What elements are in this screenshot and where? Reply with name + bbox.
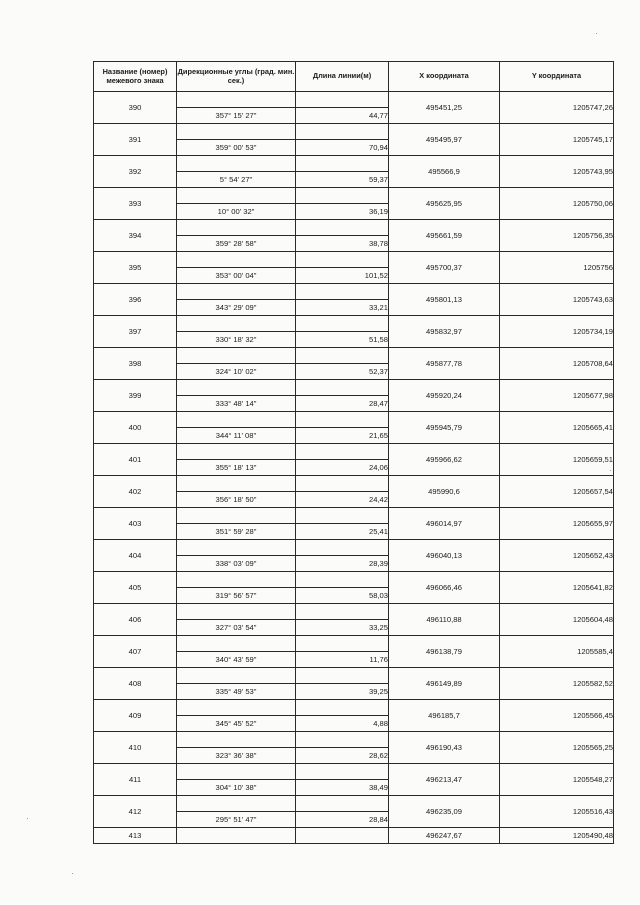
boundary-coordinates-table xyxy=(93,61,614,844)
point-name-cell: 404 xyxy=(94,540,177,572)
scan-speck xyxy=(596,33,597,34)
table-row xyxy=(94,828,614,844)
empty-cell xyxy=(177,732,296,748)
direction-angle-cell: 340° 43' 59" xyxy=(177,652,296,668)
line-length-cell: 101,52 xyxy=(296,268,389,284)
direction-angle-cell: 344° 11' 08" xyxy=(177,428,296,444)
y-coordinate-cell: 1205565,25 xyxy=(500,732,614,764)
x-coordinate-cell: 495700,37 xyxy=(389,252,500,284)
header-direction-angle: Дирекционные углы (град. мин. сек.) xyxy=(177,62,296,92)
line-length-cell: 25,41 xyxy=(296,524,389,540)
empty-cell xyxy=(296,188,389,204)
y-coordinate-cell: 1205582,52 xyxy=(500,668,614,700)
point-name-cell: 397 xyxy=(94,316,177,348)
point-name-cell: 396 xyxy=(94,284,177,316)
empty-cell xyxy=(177,668,296,684)
empty-cell xyxy=(296,668,389,684)
y-coordinate-cell: 1205734,19 xyxy=(500,316,614,348)
y-coordinate-cell: 1205659,51 xyxy=(500,444,614,476)
empty-cell xyxy=(177,348,296,364)
table-row xyxy=(94,348,614,364)
line-length-cell: 44,77 xyxy=(296,108,389,124)
table-row xyxy=(94,732,614,748)
table-row xyxy=(94,668,614,684)
x-coordinate-cell: 495495,97 xyxy=(389,124,500,156)
empty-cell xyxy=(296,348,389,364)
x-coordinate-cell: 496190,43 xyxy=(389,732,500,764)
direction-angle-cell: 319° 56' 57" xyxy=(177,588,296,604)
empty-cell xyxy=(296,444,389,460)
direction-angle-cell: 359° 00' 53" xyxy=(177,140,296,156)
direction-angle-cell: 333° 48' 14" xyxy=(177,396,296,412)
line-length-cell: 51,58 xyxy=(296,332,389,348)
direction-angle-cell: 351° 59' 28" xyxy=(177,524,296,540)
direction-angle-cell: 324° 10' 02" xyxy=(177,364,296,380)
table-row xyxy=(94,220,614,236)
empty-cell xyxy=(177,508,296,524)
y-coordinate-cell: 1205652,43 xyxy=(500,540,614,572)
direction-angle-cell: 355° 18' 13" xyxy=(177,460,296,476)
empty-cell xyxy=(296,284,389,300)
y-coordinate-cell: 1205747,26 xyxy=(500,92,614,124)
empty-cell xyxy=(177,156,296,172)
direction-angle-cell: 10° 00' 32" xyxy=(177,204,296,220)
table-row xyxy=(94,604,614,620)
x-coordinate-cell: 496149,89 xyxy=(389,668,500,700)
point-name-cell: 403 xyxy=(94,508,177,540)
x-coordinate-cell: 496066,46 xyxy=(389,572,500,604)
scan-speck xyxy=(72,873,73,874)
table-header-row xyxy=(94,62,614,92)
empty-cell xyxy=(296,828,389,844)
point-name-cell: 401 xyxy=(94,444,177,476)
point-name-cell: 409 xyxy=(94,700,177,732)
table-row xyxy=(94,572,614,588)
table-row xyxy=(94,156,614,172)
direction-angle-cell: 330° 18' 32" xyxy=(177,332,296,348)
empty-cell xyxy=(177,444,296,460)
empty-cell xyxy=(177,316,296,332)
line-length-cell: 4,88 xyxy=(296,716,389,732)
line-length-cell: 28,39 xyxy=(296,556,389,572)
x-coordinate-cell: 496138,79 xyxy=(389,636,500,668)
y-coordinate-cell: 1205585,4 xyxy=(500,636,614,668)
empty-cell xyxy=(177,636,296,652)
empty-cell xyxy=(296,252,389,268)
y-coordinate-cell: 1205756 xyxy=(500,252,614,284)
point-name-cell: 394 xyxy=(94,220,177,252)
x-coordinate-cell: 495625,95 xyxy=(389,188,500,220)
empty-cell xyxy=(296,636,389,652)
empty-cell xyxy=(177,124,296,140)
y-coordinate-cell: 1205548,27 xyxy=(500,764,614,796)
table-row xyxy=(94,636,614,652)
empty-cell xyxy=(296,572,389,588)
direction-angle-cell: 295° 51' 47" xyxy=(177,812,296,828)
y-coordinate-cell: 1205743,63 xyxy=(500,284,614,316)
empty-cell xyxy=(296,796,389,812)
table-row xyxy=(94,796,614,812)
table-row xyxy=(94,92,614,108)
x-coordinate-cell: 496247,67 xyxy=(389,828,500,844)
line-length-cell: 28,47 xyxy=(296,396,389,412)
empty-cell xyxy=(296,92,389,108)
empty-cell xyxy=(177,412,296,428)
header-line-length: Длина линии(м) xyxy=(296,62,389,92)
empty-cell xyxy=(177,764,296,780)
y-coordinate-cell: 1205516,43 xyxy=(500,796,614,828)
table-row xyxy=(94,508,614,524)
empty-cell xyxy=(296,476,389,492)
line-length-cell: 36,19 xyxy=(296,204,389,220)
header-x-coordinate: X координата xyxy=(389,62,500,92)
x-coordinate-cell: 495801,13 xyxy=(389,284,500,316)
table-row xyxy=(94,540,614,556)
y-coordinate-cell: 1205708,64 xyxy=(500,348,614,380)
empty-cell xyxy=(177,796,296,812)
table-row xyxy=(94,124,614,140)
line-length-cell: 70,94 xyxy=(296,140,389,156)
empty-cell xyxy=(296,156,389,172)
line-length-cell: 28,84 xyxy=(296,812,389,828)
header-y-coordinate: Y координата xyxy=(500,62,614,92)
y-coordinate-cell: 1205665,41 xyxy=(500,412,614,444)
line-length-cell: 38,78 xyxy=(296,236,389,252)
table-row xyxy=(94,412,614,428)
line-length-cell: 28,62 xyxy=(296,748,389,764)
point-name-cell: 400 xyxy=(94,412,177,444)
empty-cell xyxy=(296,508,389,524)
line-length-cell: 21,65 xyxy=(296,428,389,444)
table-row xyxy=(94,476,614,492)
direction-angle-cell: 356° 18' 50" xyxy=(177,492,296,508)
direction-angle-cell: 357° 15' 27" xyxy=(177,108,296,124)
table-body xyxy=(94,92,614,844)
empty-cell xyxy=(177,604,296,620)
y-coordinate-cell: 1205743,95 xyxy=(500,156,614,188)
y-coordinate-cell: 1205750,06 xyxy=(500,188,614,220)
x-coordinate-cell: 495920,24 xyxy=(389,380,500,412)
empty-cell xyxy=(177,476,296,492)
point-name-cell: 395 xyxy=(94,252,177,284)
line-length-cell: 52,37 xyxy=(296,364,389,380)
table-row xyxy=(94,316,614,332)
x-coordinate-cell: 496040,13 xyxy=(389,540,500,572)
direction-angle-cell: 353° 00' 04" xyxy=(177,268,296,284)
x-coordinate-cell: 495945,79 xyxy=(389,412,500,444)
table-row xyxy=(94,188,614,204)
x-coordinate-cell: 496110,88 xyxy=(389,604,500,636)
empty-cell xyxy=(296,412,389,428)
point-name-cell: 406 xyxy=(94,604,177,636)
direction-angle-cell: 323° 36' 38" xyxy=(177,748,296,764)
direction-angle-cell: 335° 49' 53" xyxy=(177,684,296,700)
y-coordinate-cell: 1205604,48 xyxy=(500,604,614,636)
y-coordinate-cell: 1205756,35 xyxy=(500,220,614,252)
direction-angle-cell: 359° 28' 58" xyxy=(177,236,296,252)
y-coordinate-cell: 1205566,45 xyxy=(500,700,614,732)
line-length-cell: 33,21 xyxy=(296,300,389,316)
empty-cell xyxy=(296,380,389,396)
empty-cell xyxy=(296,124,389,140)
x-coordinate-cell: 495990,6 xyxy=(389,476,500,508)
empty-cell xyxy=(177,540,296,556)
empty-cell xyxy=(296,220,389,236)
point-name-cell: 391 xyxy=(94,124,177,156)
empty-cell xyxy=(177,188,296,204)
table-row xyxy=(94,764,614,780)
y-coordinate-cell: 1205641,82 xyxy=(500,572,614,604)
empty-cell xyxy=(177,828,296,844)
empty-cell xyxy=(177,700,296,716)
line-length-cell: 38,49 xyxy=(296,780,389,796)
scan-speck xyxy=(610,470,611,471)
direction-angle-cell: 343° 29' 09" xyxy=(177,300,296,316)
empty-cell xyxy=(177,92,296,108)
point-name-cell: 405 xyxy=(94,572,177,604)
direction-angle-cell: 338° 03' 09" xyxy=(177,556,296,572)
table-row xyxy=(94,444,614,460)
line-length-cell: 33,25 xyxy=(296,620,389,636)
empty-cell xyxy=(177,252,296,268)
x-coordinate-cell: 495661,59 xyxy=(389,220,500,252)
direction-angle-cell: 304° 10' 38" xyxy=(177,780,296,796)
empty-cell xyxy=(177,380,296,396)
empty-cell xyxy=(177,284,296,300)
scan-speck xyxy=(27,818,28,819)
point-name-cell: 407 xyxy=(94,636,177,668)
line-length-cell: 24,06 xyxy=(296,460,389,476)
x-coordinate-cell: 495566,9 xyxy=(389,156,500,188)
x-coordinate-cell: 495966,62 xyxy=(389,444,500,476)
empty-cell xyxy=(177,572,296,588)
header-point-name: Название (номер) межевого знака xyxy=(94,62,177,92)
point-name-cell: 410 xyxy=(94,732,177,764)
line-length-cell: 39,25 xyxy=(296,684,389,700)
direction-angle-cell: 327° 03' 54" xyxy=(177,620,296,636)
point-name-cell: 392 xyxy=(94,156,177,188)
line-length-cell: 58,03 xyxy=(296,588,389,604)
x-coordinate-cell: 496213,47 xyxy=(389,764,500,796)
point-name-cell: 402 xyxy=(94,476,177,508)
line-length-cell: 24,42 xyxy=(296,492,389,508)
x-coordinate-cell: 495877,78 xyxy=(389,348,500,380)
y-coordinate-cell: 1205655,97 xyxy=(500,508,614,540)
direction-angle-cell: 5° 54' 27" xyxy=(177,172,296,188)
direction-angle-cell: 345° 45' 52" xyxy=(177,716,296,732)
y-coordinate-cell: 1205657,54 xyxy=(500,476,614,508)
x-coordinate-cell: 495832,97 xyxy=(389,316,500,348)
table-row xyxy=(94,380,614,396)
point-name-cell: 399 xyxy=(94,380,177,412)
point-name-cell: 398 xyxy=(94,348,177,380)
point-name-cell: 393 xyxy=(94,188,177,220)
point-name-cell: 411 xyxy=(94,764,177,796)
y-coordinate-cell: 1205745,17 xyxy=(500,124,614,156)
point-name-cell: 413 xyxy=(94,828,177,844)
table-row xyxy=(94,700,614,716)
x-coordinate-cell: 496014,97 xyxy=(389,508,500,540)
x-coordinate-cell: 495451,25 xyxy=(389,92,500,124)
empty-cell xyxy=(296,732,389,748)
empty-cell xyxy=(296,316,389,332)
line-length-cell: 11,76 xyxy=(296,652,389,668)
empty-cell xyxy=(296,604,389,620)
empty-cell xyxy=(296,540,389,556)
table-row xyxy=(94,284,614,300)
point-name-cell: 408 xyxy=(94,668,177,700)
y-coordinate-cell: 1205490,48 xyxy=(500,828,614,844)
table-row xyxy=(94,252,614,268)
point-name-cell: 390 xyxy=(94,92,177,124)
point-name-cell: 412 xyxy=(94,796,177,828)
x-coordinate-cell: 496185,7 xyxy=(389,700,500,732)
empty-cell xyxy=(296,700,389,716)
empty-cell xyxy=(177,220,296,236)
empty-cell xyxy=(296,764,389,780)
line-length-cell: 59,37 xyxy=(296,172,389,188)
x-coordinate-cell: 496235,09 xyxy=(389,796,500,828)
y-coordinate-cell: 1205677,98 xyxy=(500,380,614,412)
